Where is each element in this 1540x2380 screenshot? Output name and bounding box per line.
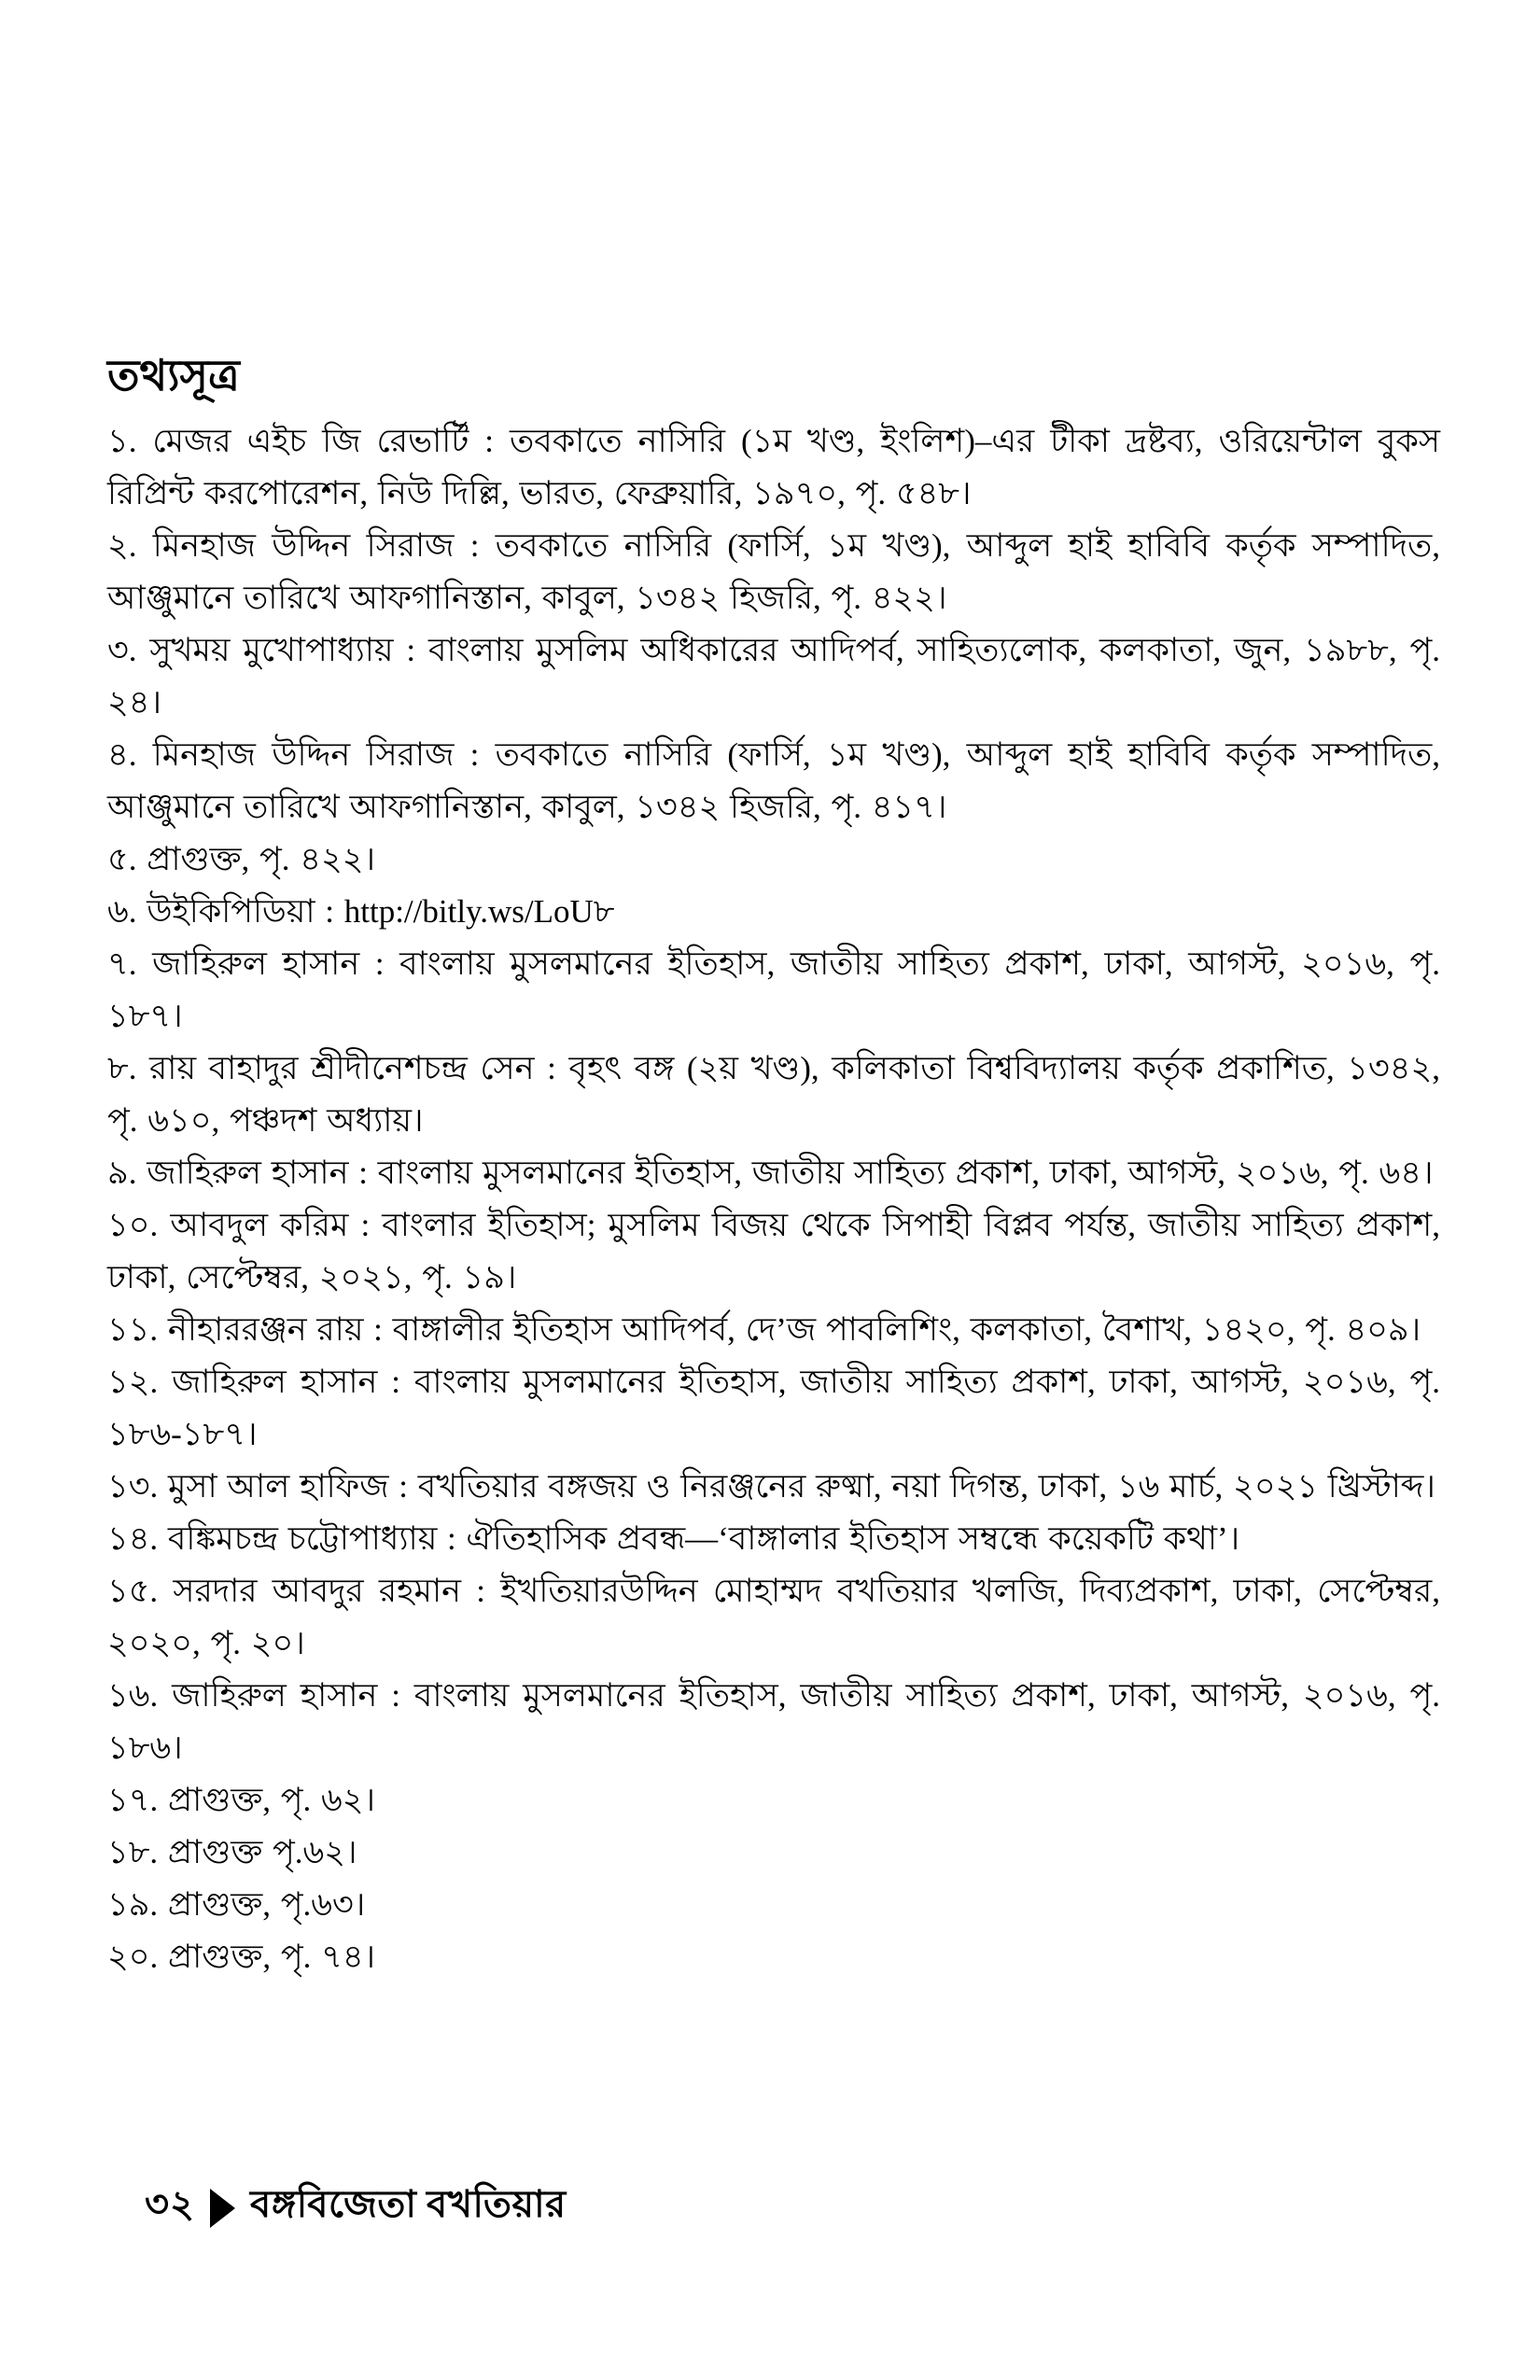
reference-item: ৭. জাহিরুল হাসান : বাংলায় মুসলমানের ইতিহাস, জাতীয় সাহিত্য প্রকাশ, ঢাকা, আগস্ট, ২০১৬, পৃ. ১৮৭।: [107, 945, 1440, 1034]
section-heading: তথ্যসূত্র: [107, 352, 240, 399]
book-title: বঙ্গবিজেতা বখতিয়ার: [250, 2183, 567, 2225]
reference-item: ১০. আবদুল করিম : বাংলার ইতিহাস; মুসলিম বিজয় থেকে সিপাহী বিপ্লব পর্যন্ত, জাতীয় সাহিত্য প্রকাশ, ঢাকা, সেপ্টেম্বর, ২০২১, পৃ. ১৯।: [107, 1206, 1440, 1295]
reference-item: ১. মেজর এইচ জি রেভার্টি : তবকাতে নাসিরি (১ম খণ্ড, ইংলিশ)–এর টীকা দ্রষ্টব্য, ওরিয়েন্টাল বুকস রিপ্রিন্ট করপোরেশন, নিউ দিল্লি, ভারত, ফেব্রুয়ারি, ১৯৭০, পৃ. ৫৪৮।: [107, 422, 1440, 511]
reference-list: [107, 415, 1440, 1983]
reference-item: ১৯. প্রাগুক্ত, পৃ.৬৩।: [107, 1885, 366, 1923]
reference-item: ৫. প্রাগুক্ত, পৃ. ৪২২।: [107, 840, 376, 877]
reference-item: ৮. রায় বাহাদুর শ্রীদীনেশচন্দ্র সেন : বৃহৎ বঙ্গ (২য় খণ্ড), কলিকাতা বিশ্ববিদ্যালয় কর্তৃক প্রকাশিত, ১৩৪২, পৃ. ৬১০, পঞ্চদশ অধ্যায়।: [107, 1049, 1440, 1139]
reference-item: ১৩. মুসা আল হাফিজ : বখতিয়ার বঙ্গজয় ও নিরঞ্জনের রুষ্মা, নয়া দিগন্ত, ঢাকা, ১৬ মার্চ, ২০২১ খ্রিস্টাব্দ।: [107, 1467, 1435, 1505]
reference-item: ১১. নীহাররঞ্জন রায় : বাঙ্গালীর ইতিহাস আদিপর্ব, দে’জ পাবলিশিং, কলকাতা, বৈশাখ, ১৪২০, পৃ. ৪০৯।: [107, 1310, 1421, 1348]
reference-item: ১৪. বঙ্কিমচন্দ্র চট্টোপাধ্যায় : ঐতিহাসিক প্রবন্ধ—‘বাঙ্গালার ইতিহাস সম্বন্ধে কয়েকটি কথা’।: [107, 1519, 1240, 1557]
right-triangle-icon: [210, 2189, 235, 2228]
reference-item: ১৭. প্রাগুক্ত, পৃ. ৬২।: [107, 1781, 376, 1818]
reference-item: ১৮. প্রাগুক্ত পৃ.৬২।: [107, 1833, 357, 1870]
reference-item: ৩. সুখময় মুখোপাধ্যায় : বাংলায় মুসলিম অধিকারের আদিপর্ব, সাহিত্যলোক, কলকাতা, জুন, ১৯৮৮, পৃ. ২৪।: [107, 631, 1440, 721]
reference-item: ১৬. জাহিরুল হাসান : বাংলায় মুসলমানের ইতিহাস, জাতীয় সাহিত্য প্রকাশ, ঢাকা, আগস্ট, ২০১৬, পৃ. ১৮৬।: [107, 1676, 1440, 1766]
page-number: ৩২: [145, 2183, 196, 2225]
reference-item: ১৫. সরদার আবদুর রহমান : ইখতিয়ারউদ্দিন মোহাম্মদ বখতিয়ার খলজি, দিব্যপ্রকাশ, ঢাকা, সেপ্টেম্বর, ২০২০, পৃ. ২০।: [107, 1572, 1440, 1661]
references-section: [107, 353, 1440, 1983]
reference-item: ৪. মিনহাজ উদ্দিন সিরাজ : তবকাতে নাসিরি (ফার্সি, ১ম খণ্ড), আব্দুল হাই হাবিবি কর্তৃক সম্পাদিত, আঞ্জুমানে তারিখে আফগানিস্তান, কাবুল, ১৩৪২ হিজরি, পৃ. ৪১৭।: [107, 735, 1440, 825]
reference-item: ৯. জাহিরুল হাসান : বাংলায় মুসলমানের ইতিহাস, জাতীয় সাহিত্য প্রকাশ, ঢাকা, আগস্ট, ২০১৬, পৃ. ৬৪।: [107, 1154, 1434, 1191]
page-footer: [145, 2175, 567, 2237]
reference-item: ২. মিনহাজ উদ্দিন সিরাজ : তবকাতে নাসিরি (ফার্সি, ১ম খণ্ড), আব্দুল হাই হাবিবি কর্তৃক সম্পাদিত, আঞ্জুমানে তারিখে আফগানিস্তান, কাবুল, ১৩৪২ হিজরি, পৃ. ৪২২।: [107, 526, 1440, 616]
reference-item: ১২. জাহিরুল হাসান : বাংলায় মুসলমানের ইতিহাস, জাতীয় সাহিত্য প্রকাশ, ঢাকা, আগস্ট, ২০১৬, পৃ. ১৮৬-১৮৭।: [107, 1363, 1440, 1452]
reference-item: ২০. প্রাগুক্ত, পৃ. ৭৪।: [107, 1938, 376, 1975]
reference-item: ৬. উইকিপিডিয়া : http://bitly.ws/LoU৮: [107, 892, 615, 930]
